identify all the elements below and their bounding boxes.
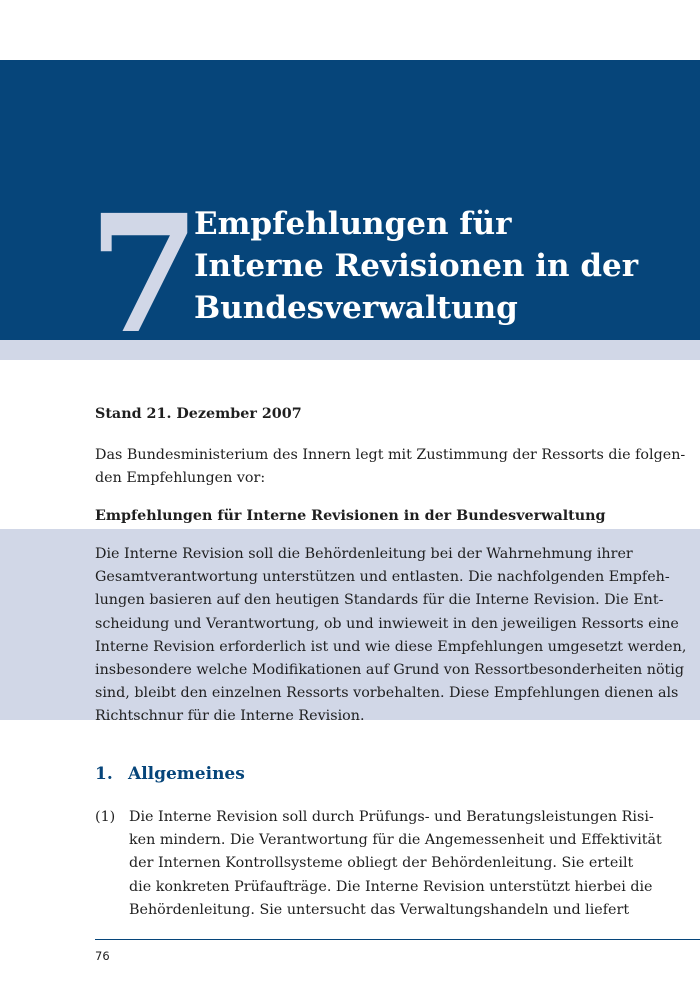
preamble-line: Interne Revision erforderlich ist und wie diese Empfehlungen umgesetzt werden, [95,638,687,655]
preamble-line: scheidung und Verantwortung, ob und inwieweit in den jeweiligen Ressorts eine [95,615,679,632]
preamble-paragraph [95,543,687,729]
intro-paragraph [95,444,686,490]
intro-line: Das Bundesministerium des Innern legt mit Zustimmung der Ressorts die folgen- [95,447,686,463]
chapter-title-line: Bundesverwaltung [194,290,518,326]
chapter-title [194,203,684,329]
chapter-number: 7 [88,180,199,370]
preamble-line: Die Interne Revision soll die Behördenleitung bei der Wahrnehmung ihrer [95,546,633,562]
paragraph-line: der Internen Kontrollsysteme obliegt der Behördenleitung. Sie erteilt [129,855,634,872]
preamble-line: lungen basieren auf den heutigen Standards für die Interne Revision. Die Ent- [95,592,664,609]
section-1-number: 1. [95,764,113,784]
section-1-heading [95,762,245,786]
intro-line: den Empfehlungen vor: [95,470,266,487]
paragraph-body [129,806,662,922]
preamble-line: Richtschnur für die Interne Revision. [95,708,365,725]
paragraph-line: Die Interne Revision soll durch Prüfungs- und Beratungsleistungen Risi- [129,809,654,825]
preamble-line: Gesamtverantwortung unterstützen und entlasten. Die nachfolgenden Empfeh- [95,569,670,586]
date-line: Stand 21. Dezember 2007 [95,406,302,422]
preamble-line: sind, bleibt den einzelnen Ressorts vorbehalten. Diese Empfehlungen dienen als [95,685,679,702]
paragraph-line: Behördenleitung. Sie untersucht das Verwaltungshandeln und liefert [129,901,630,918]
paragraph-number: (1) [95,809,116,825]
preamble-line: insbesondere welche Modifikationen auf Grund von Ressortbesonderheiten nötig [95,662,685,679]
chapter-title-line: Interne Revisionen in der [194,248,639,284]
section-heading: Empfehlungen für Interne Revisionen in der Bundesverwaltung [95,508,606,524]
section-1-title: Allgemeines [128,764,245,784]
paragraph-line: die konkreten Prüfaufträge. Die Interne Revision unterstützt hierbei die [129,878,653,895]
paragraph-line: ken mindern. Die Verantwortung für die Angemessenheit und Effektivität [129,832,662,849]
chapter-title-line: Empfehlungen für [194,206,512,242]
footer-rule [95,939,700,940]
page-number: 76 [95,949,110,963]
